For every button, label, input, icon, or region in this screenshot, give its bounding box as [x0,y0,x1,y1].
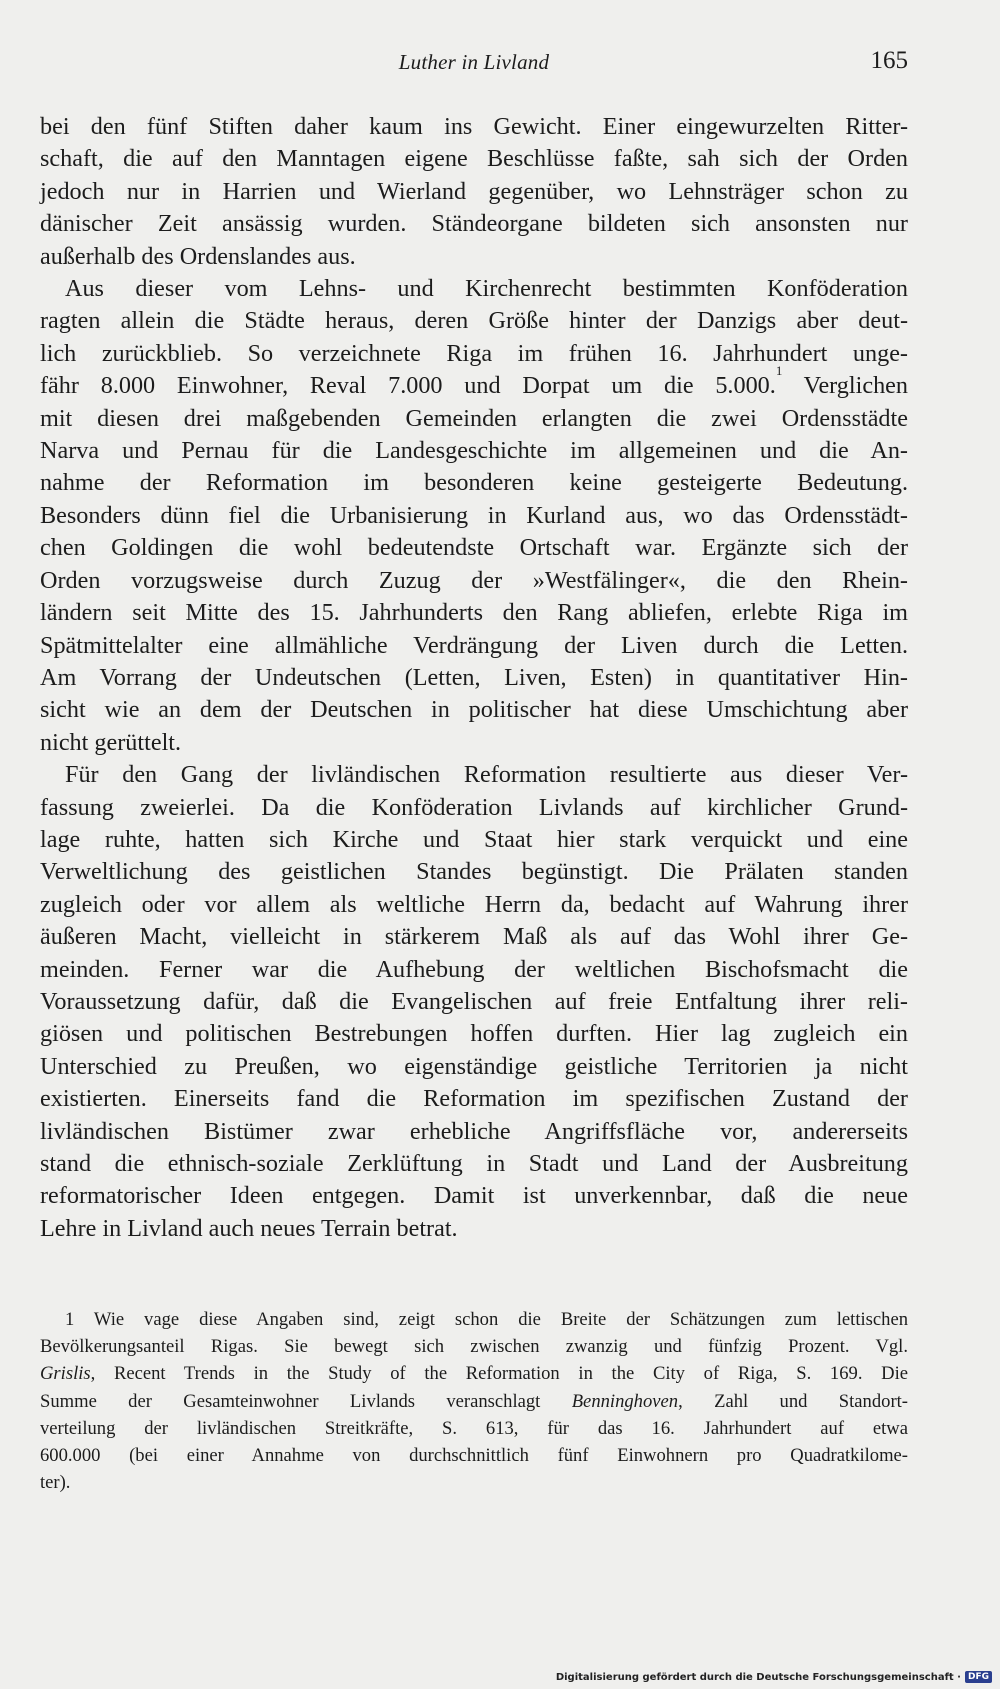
text-line: Aus dieser vom Lehns- und Kirchenrecht bestimmten Konföderation [65,275,908,303]
footnote-line: Bevölkerungsanteil Rigas. Sie bewegt sich zwischen zwanzig und fünfzig Prozent. Vgl. [40,1336,908,1358]
text-line: livländischen Bistümer zwar erhebliche Angriffsfläche vor, andererseits [40,1117,908,1145]
text-line: lich zurückblieb. So verzeichnete Riga im frühen 16. Jahrhundert unge- [40,339,908,367]
page-number: 165 [870,47,908,74]
text-line: nahme der Reformation im besonderen keine gesteigerte Bedeutung. [40,469,908,497]
text-segment: Verglichen [782,372,908,400]
text-line: Narva und Pernau für die Landesgeschichte im allgemeinen und die An- [40,437,908,465]
text-line: jedoch nur in Harrien und Wierland gegenüber, wo Lehnsträger schon zu [40,177,908,205]
footnote-line: Grislis, Recent Trends in the Study of the Reformation in the City of Riga, S. 169. Die [40,1363,908,1385]
text-line: sicht wie an dem der Deutschen in politischer hat diese Umschichtung aber [40,696,908,724]
text-line-with-footnote [40,363,908,402]
author-name: Benninghoven [571,1390,679,1412]
text-line: Für den Gang der livländischen Reformation resultierte aus dieser Ver- [65,761,908,789]
text-line: außerhalb des Ordenslandes aus. [40,242,356,270]
footnote-line: 600.000 (bei einer Annahme von durchschnittlich fünf Einwohnern pro Quadratkilome- [40,1445,908,1467]
text-line: nicht gerüttelt. [40,728,182,756]
text-line: chen Goldingen die wohl bedeutendste Ortschaft war. Ergänzte sich der [40,534,908,562]
text-line: existierten. Einerseits fand die Reformation im spezifischen Zustand der [40,1085,908,1113]
footnote-line: Summe der Gesamteinwohner Livlands veranschlagt Benninghoven, Zahl und Standort- [40,1390,908,1412]
text-line: dänischer Zeit ansässig wurden. Ständeorgane bildeten sich ansonsten nur [40,210,908,238]
footnote-line: verteilung der livländischen Streitkräfte, S. 613, für das 16. Jahrhundert auf etwa [40,1417,908,1439]
text-line: Am Vorrang der Undeutschen (Letten, Liven, Esten) in quantitativer Hin- [40,663,908,691]
body-text [40,111,908,1245]
text-line: bei den fünf Stiften daher kaum ins Gewicht. Einer eingewurzelten Ritter- [40,113,908,140]
text-line: reformatorischer Ideen entgegen. Damit ist unverkennbar, daß die neue [40,1182,908,1210]
text-line: stand die ethnisch-soziale Zerklüftung in Stadt und Land der Ausbreitung [40,1150,908,1177]
running-head [40,47,908,82]
text-line: meinden. Ferner war die Aufhebung der weltlichen Bischofsmacht die [40,955,908,983]
text-line: ländern seit Mitte des 15. Jahrhunderts den Rang abliefen, erlebte Riga im [40,599,908,627]
text-line: giösen und politischen Bestrebungen hoffen durften. Hier lag zugleich ein [40,1020,908,1048]
text-line: lage ruhte, hatten sich Kirche und Staat hier stark verquickt und eine [40,825,908,853]
footnote-line: 1 Wie vage diese Angaben sind, zeigt schon die Breite der Schätzungen zum lettischen [65,1309,908,1330]
text-line: zugleich oder vor allem als weltliche Herrn da, bedacht auf Wahrung ihrer [40,890,908,918]
text-line: fassung zweierlei. Da die Konföderation Livlands auf kirchlicher Grund- [40,793,908,821]
footnotes [40,1306,908,1496]
footnote-line: ter). [40,1472,71,1494]
text-line: schaft, die auf den Manntagen eigene Beschlüsse faßte, sah sich der Orden [40,145,908,173]
footnote-reference[interactable]: 1 [775,363,783,379]
text-line: Unterschied zu Preußen, wo eigenständige geistliche Territorien ja nicht [40,1052,908,1080]
text-line: mit diesen drei maßgebenden Gemeinden erlangten die zwei Ordensstädte [40,404,908,432]
text-line: Orden vorzugsweise durch Zuzug der »Westfälinger«, die den Rhein- [40,566,908,594]
text-line: Lehre in Livland auch neues Terrain betrat. [40,1214,458,1242]
text-line: Voraussetzung dafür, daß die Evangelischen auf freie Entfaltung ihrer reli- [40,987,908,1015]
author-name: Grislis [40,1363,91,1385]
digitization-credit [556,1671,992,1683]
text-line: Verweltlichung des geistlichen Standes begünstigt. Die Prälaten standen [40,858,908,886]
text-line: Besonders dünn fiel die Urbanisierung in Kurland aus, wo das Ordensstädt- [40,501,908,529]
dfg-logo-icon: DFG [965,1671,992,1683]
text-line: Spätmittelalter eine allmähliche Verdrängung der Liven durch die Letten. [40,631,908,659]
text-line: äußeren Macht, vielleicht in stärkerem Maß als auf das Wohl ihrer Ge- [40,923,908,951]
running-title: Luther in Livland [398,50,550,74]
digitization-note: Digitalisierung gefördert durch die Deutsche Forschungsgemeinschaft · [555,1671,961,1683]
text-segment: fähr 8.000 Einwohner, Reval 7.000 und Dorpat um die 5.000. [40,372,776,400]
text-line: ragten allein die Städte heraus, deren Größe hinter der Danzigs aber deut- [40,307,908,335]
